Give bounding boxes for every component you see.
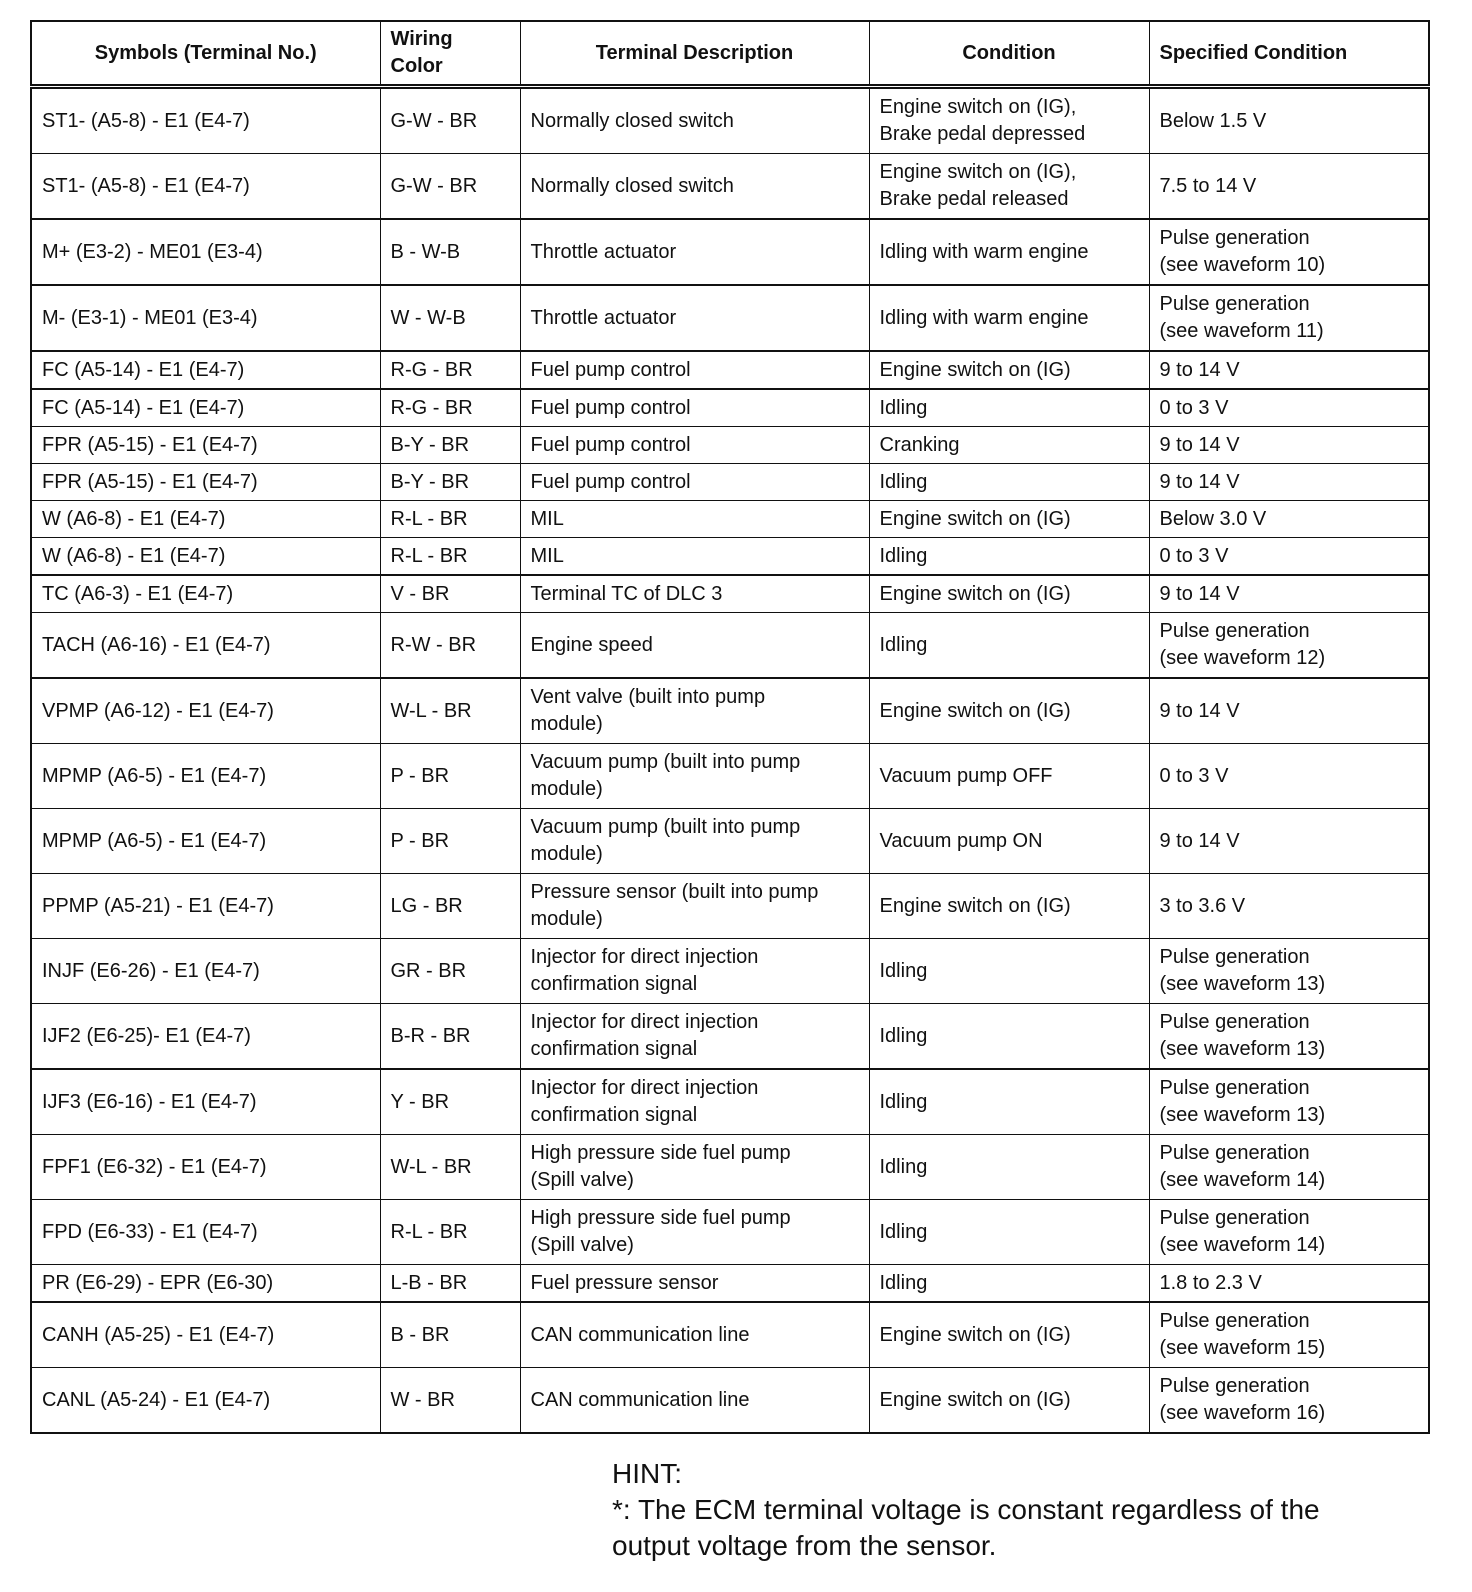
cell-condition-line: Idling [879,1220,928,1243]
cell-description [520,1368,869,1434]
cell-description [520,87,869,154]
cell-wiring-color: GR - BR [380,939,520,1004]
terminal-table [30,20,1430,1434]
cell-symbols: IJF3 (E6-16) - E1 (E4-7) [31,1069,380,1135]
cell-specified-condition-line: Pulse generation [1159,1011,1310,1033]
cell-description-line: Throttle actuator [530,240,677,263]
table-row [31,1302,1429,1368]
cell-specified-condition-line: Below 1.5 V [1159,109,1267,132]
cell-specified-condition-line: (see waveform 12) [1159,647,1326,669]
cell-condition [869,538,1149,576]
cell-specified-condition-line: Pulse generation [1159,1077,1310,1099]
cell-description-line: Injector for direct injection [530,1011,759,1033]
cell-condition-line: Engine switch on (IG) [879,507,1071,530]
cell-symbols: FC (A5-14) - E1 (E4-7) [31,389,380,427]
cell-description-line: MIL [530,544,564,567]
cell-description-line: Fuel pump control [530,433,691,456]
cell-condition-line: Idling [879,544,928,567]
hint-block [612,1456,1432,1564]
cell-wiring-color: B-Y - BR [380,464,520,501]
cell-wiring-color: G-W - BR [380,154,520,220]
cell-description-line: Normally closed switch [530,174,734,197]
cell-wiring-color: W - W-B [380,285,520,351]
cell-specified-condition [1149,874,1429,939]
cell-description [520,678,869,744]
cell-specified-condition [1149,575,1429,613]
cell-specified-condition-line: 7.5 to 14 V [1159,174,1257,197]
cell-condition-line: Brake pedal released [879,188,1069,210]
cell-wiring-color: G-W - BR [380,87,520,154]
cell-condition [869,575,1149,613]
cell-description-line: Normally closed switch [530,109,734,132]
table-row [31,1200,1429,1265]
cell-condition [869,613,1149,679]
table-row [31,939,1429,1004]
cell-specified-condition-line: 0 to 3 V [1159,764,1229,787]
cell-condition-line: Idling [879,1090,928,1113]
header-description: Terminal Description [520,21,869,87]
table-row [31,678,1429,744]
cell-specified-condition [1149,1200,1429,1265]
table-header-row [31,21,1429,87]
table-row [31,874,1429,939]
cell-condition-line: Engine switch on (IG) [879,582,1071,605]
table-row [31,87,1429,154]
cell-description [520,351,869,389]
table-row [31,613,1429,679]
cell-condition [869,154,1149,220]
cell-specified-condition [1149,678,1429,744]
table-row [31,1004,1429,1070]
cell-condition-line: Engine switch on (IG) [879,699,1071,722]
cell-condition [869,464,1149,501]
cell-specified-condition [1149,427,1429,464]
cell-condition [869,501,1149,538]
cell-condition [869,427,1149,464]
cell-description-line: Pressure sensor (built into pump [530,881,819,903]
cell-specified-condition-line: Pulse generation [1159,1142,1310,1164]
cell-description-line: confirmation signal [530,973,698,995]
cell-symbols: M- (E3-1) - ME01 (E3-4) [31,285,380,351]
cell-description [520,1135,869,1200]
table-row [31,389,1429,427]
table-row [31,538,1429,576]
cell-description-line: Fuel pressure sensor [530,1271,719,1294]
cell-specified-condition [1149,87,1429,154]
cell-condition [869,678,1149,744]
cell-specified-condition-line: Pulse generation [1159,946,1310,968]
cell-description-line: High pressure side fuel pump [530,1142,791,1164]
cell-description [520,939,869,1004]
cell-wiring-color: R-L - BR [380,1200,520,1265]
cell-specified-condition-line: Pulse generation [1159,620,1310,642]
cell-condition [869,744,1149,809]
cell-wiring-color: R-L - BR [380,538,520,576]
cell-specified-condition-line: 0 to 3 V [1159,544,1229,567]
cell-description [520,1004,869,1070]
cell-specified-condition-line: (see waveform 15) [1159,1337,1326,1359]
cell-condition-line: Idling [879,1155,928,1178]
cell-wiring-color: L-B - BR [380,1265,520,1303]
cell-symbols: TACH (A6-16) - E1 (E4-7) [31,613,380,679]
cell-specified-condition [1149,1004,1429,1070]
cell-condition [869,1368,1149,1434]
cell-symbols: VPMP (A6-12) - E1 (E4-7) [31,678,380,744]
cell-wiring-color: W-L - BR [380,1135,520,1200]
cell-description [520,1265,869,1303]
table-row [31,285,1429,351]
cell-condition [869,285,1149,351]
cell-description [520,501,869,538]
cell-specified-condition-line: Pulse generation [1159,1207,1310,1229]
cell-wiring-color: LG - BR [380,874,520,939]
cell-wiring-color: B-R - BR [380,1004,520,1070]
cell-description-line: MIL [530,507,564,530]
cell-description [520,1069,869,1135]
cell-condition [869,1004,1149,1070]
table-row [31,1368,1429,1434]
cell-condition-line: Idling [879,959,928,982]
cell-specified-condition-line: Below 3.0 V [1159,507,1267,530]
cell-description-line: module) [530,843,603,865]
cell-description-line: module) [530,713,603,735]
cell-symbols: CANH (A5-25) - E1 (E4-7) [31,1302,380,1368]
cell-description [520,389,869,427]
table-row [31,464,1429,501]
cell-description [520,1200,869,1265]
header-condition: Condition [869,21,1149,87]
cell-condition-line: Idling with warm engine [879,306,1089,329]
cell-specified-condition [1149,351,1429,389]
cell-symbols: ST1- (A5-8) - E1 (E4-7) [31,154,380,220]
cell-description [520,538,869,576]
table-row [31,1265,1429,1303]
cell-condition-line: Idling with warm engine [879,240,1089,263]
cell-condition [869,809,1149,874]
cell-specified-condition-line: Pulse generation [1159,1310,1310,1332]
cell-description-line: module) [530,778,603,800]
table-row [31,809,1429,874]
cell-specified-condition-line: (see waveform 13) [1159,973,1326,995]
cell-condition-line: Engine switch on (IG), [879,161,1077,183]
cell-condition-line: Engine switch on (IG) [879,1388,1071,1411]
table-row [31,1069,1429,1135]
cell-description [520,427,869,464]
cell-description-line: Vent valve (built into pump [530,686,766,708]
cell-description-line: Engine speed [530,633,653,656]
cell-description-line: Vacuum pump (built into pump [530,751,801,773]
cell-specified-condition-line: 9 to 14 V [1159,433,1240,456]
cell-description [520,613,869,679]
cell-specified-condition-line: (see waveform 13) [1159,1038,1326,1060]
cell-specified-condition [1149,1302,1429,1368]
cell-symbols: FPR (A5-15) - E1 (E4-7) [31,427,380,464]
cell-specified-condition [1149,939,1429,1004]
cell-condition [869,939,1149,1004]
cell-specified-condition-line: (see waveform 13) [1159,1104,1326,1126]
cell-description [520,575,869,613]
cell-condition [869,1265,1149,1303]
cell-symbols: IJF2 (E6-25)- E1 (E4-7) [31,1004,380,1070]
cell-description-line: Throttle actuator [530,306,677,329]
cell-description [520,874,869,939]
cell-condition-line: Vacuum pump OFF [879,764,1053,787]
table-row [31,501,1429,538]
cell-wiring-color: P - BR [380,744,520,809]
cell-wiring-color: P - BR [380,809,520,874]
cell-description-line: Fuel pump control [530,358,691,381]
cell-description-line: (Spill valve) [530,1234,634,1256]
cell-wiring-color: B - W-B [380,219,520,285]
table-row [31,744,1429,809]
cell-specified-condition [1149,464,1429,501]
cell-specified-condition-line: (see waveform 14) [1159,1234,1326,1256]
table-row [31,219,1429,285]
cell-description-line: module) [530,908,603,930]
cell-specified-condition-line: Pulse generation [1159,293,1310,315]
cell-condition-line: Vacuum pump ON [879,829,1043,852]
cell-specified-condition-line: 9 to 14 V [1159,699,1240,722]
table-row [31,1135,1429,1200]
cell-condition-line: Idling [879,1024,928,1047]
cell-wiring-color: R-W - BR [380,613,520,679]
cell-symbols: MPMP (A6-5) - E1 (E4-7) [31,809,380,874]
cell-description-line: confirmation signal [530,1104,698,1126]
cell-condition [869,219,1149,285]
cell-wiring-color: R-L - BR [380,501,520,538]
cell-symbols: M+ (E3-2) - ME01 (E3-4) [31,219,380,285]
cell-wiring-color: V - BR [380,575,520,613]
cell-condition-line: Engine switch on (IG), [879,96,1077,118]
cell-description [520,285,869,351]
cell-condition [869,874,1149,939]
cell-symbols: FPD (E6-33) - E1 (E4-7) [31,1200,380,1265]
cell-condition-line: Brake pedal depressed [879,123,1086,145]
cell-specified-condition [1149,501,1429,538]
cell-condition-line: Cranking [879,433,960,456]
header-symbols: Symbols (Terminal No.) [31,21,380,87]
cell-specified-condition-line: 1.8 to 2.3 V [1159,1271,1262,1294]
cell-condition-line: Idling [879,633,928,656]
cell-condition-line: Engine switch on (IG) [879,894,1071,917]
cell-description-line: Fuel pump control [530,470,691,493]
cell-description [520,464,869,501]
cell-specified-condition [1149,154,1429,220]
cell-description [520,154,869,220]
cell-description-line: Injector for direct injection [530,946,759,968]
cell-specified-condition [1149,613,1429,679]
cell-specified-condition-line: (see waveform 16) [1159,1402,1326,1424]
table-row [31,575,1429,613]
cell-specified-condition-line: 9 to 14 V [1159,358,1240,381]
table-row [31,351,1429,389]
cell-specified-condition [1149,1069,1429,1135]
cell-specified-condition-line: 3 to 3.6 V [1159,894,1246,917]
hint-line-2: output voltage from the sensor. [612,1530,997,1561]
cell-symbols: ST1- (A5-8) - E1 (E4-7) [31,87,380,154]
cell-description [520,219,869,285]
cell-specified-condition-line: Pulse generation [1159,227,1310,249]
table-row [31,427,1429,464]
cell-description [520,809,869,874]
cell-symbols: FC (A5-14) - E1 (E4-7) [31,351,380,389]
header-specified-condition: Specified Condition [1149,21,1429,87]
header-wiring-color [380,21,520,87]
cell-symbols: W (A6-8) - E1 (E4-7) [31,501,380,538]
cell-specified-condition [1149,285,1429,351]
cell-specified-condition-line: 0 to 3 V [1159,396,1229,419]
cell-specified-condition-line: 9 to 14 V [1159,829,1240,852]
cell-specified-condition-line: Pulse generation [1159,1375,1310,1397]
cell-wiring-color: B-Y - BR [380,427,520,464]
cell-condition-line: Engine switch on (IG) [879,358,1071,381]
cell-symbols: MPMP (A6-5) - E1 (E4-7) [31,744,380,809]
cell-condition [869,389,1149,427]
cell-wiring-color: W - BR [380,1368,520,1434]
cell-description-line: confirmation signal [530,1038,698,1060]
cell-wiring-color: B - BR [380,1302,520,1368]
cell-symbols: INJF (E6-26) - E1 (E4-7) [31,939,380,1004]
cell-condition [869,87,1149,154]
cell-description [520,744,869,809]
cell-symbols: PR (E6-29) - EPR (E6-30) [31,1265,380,1303]
cell-specified-condition [1149,1265,1429,1303]
cell-condition [869,1135,1149,1200]
cell-description-line: Injector for direct injection [530,1077,759,1099]
cell-description-line: CAN communication line [530,1323,750,1346]
cell-wiring-color: W-L - BR [380,678,520,744]
cell-condition-line: Idling [879,470,928,493]
hint-line-1: *: The ECM terminal voltage is constant regardless of the [612,1494,1320,1525]
cell-condition [869,1200,1149,1265]
header-wiring-line2: Color [390,55,443,77]
cell-description-line: (Spill valve) [530,1169,634,1191]
cell-specified-condition [1149,389,1429,427]
cell-condition [869,1302,1149,1368]
cell-symbols: PPMP (A5-21) - E1 (E4-7) [31,874,380,939]
cell-symbols: W (A6-8) - E1 (E4-7) [31,538,380,576]
cell-condition [869,351,1149,389]
cell-description-line: High pressure side fuel pump [530,1207,791,1229]
cell-specified-condition [1149,1368,1429,1434]
hint-title: HINT: [612,1458,682,1489]
cell-specified-condition-line: (see waveform 11) [1159,320,1324,342]
cell-specified-condition-line: 9 to 14 V [1159,470,1240,493]
table-body [31,87,1429,1434]
cell-specified-condition [1149,219,1429,285]
table-row [31,154,1429,220]
cell-specified-condition-line: (see waveform 14) [1159,1169,1326,1191]
cell-specified-condition [1149,809,1429,874]
cell-specified-condition-line: 9 to 14 V [1159,582,1240,605]
cell-specified-condition [1149,538,1429,576]
cell-specified-condition-line: (see waveform 10) [1159,254,1326,276]
cell-specified-condition [1149,744,1429,809]
cell-condition-line: Engine switch on (IG) [879,1323,1071,1346]
cell-wiring-color: Y - BR [380,1069,520,1135]
cell-condition [869,1069,1149,1135]
cell-condition-line: Idling [879,396,928,419]
cell-description-line: Fuel pump control [530,396,691,419]
cell-description [520,1302,869,1368]
cell-symbols: CANL (A5-24) - E1 (E4-7) [31,1368,380,1434]
cell-symbols: FPR (A5-15) - E1 (E4-7) [31,464,380,501]
cell-description-line: Vacuum pump (built into pump [530,816,801,838]
cell-symbols: TC (A6-3) - E1 (E4-7) [31,575,380,613]
cell-description-line: CAN communication line [530,1388,750,1411]
cell-specified-condition [1149,1135,1429,1200]
cell-symbols: FPF1 (E6-32) - E1 (E4-7) [31,1135,380,1200]
cell-description-line: Terminal TC of DLC 3 [530,582,723,605]
cell-condition-line: Idling [879,1271,928,1294]
cell-wiring-color: R-G - BR [380,389,520,427]
header-wiring-line1: Wiring [390,28,453,50]
cell-wiring-color: R-G - BR [380,351,520,389]
